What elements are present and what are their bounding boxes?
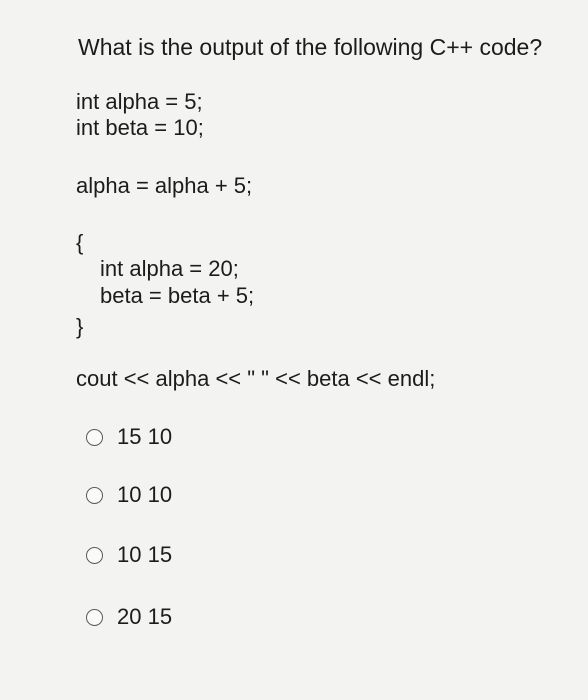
code-line: alpha = alpha + 5; (76, 173, 253, 198)
code-line: } (76, 314, 84, 339)
option-label: 15 10 (117, 424, 173, 449)
question-text: What is the output of the following C++ code? (78, 34, 543, 60)
radio-button[interactable] (86, 487, 103, 504)
option-label: 10 15 (117, 542, 173, 567)
option-label: 10 10 (117, 482, 173, 507)
radio-button[interactable] (86, 547, 103, 564)
answer-option[interactable] (86, 542, 172, 568)
code-line: { (76, 230, 84, 255)
code-line: cout << alpha << " " << beta << endl; (76, 366, 436, 391)
code-line: int alpha = 20; (100, 256, 239, 281)
code-line: int beta = 10; (76, 115, 204, 140)
code-line: beta = beta + 5; (100, 283, 255, 308)
answer-option[interactable] (86, 482, 172, 508)
answer-option[interactable] (86, 604, 172, 630)
code-line: int alpha = 5; (76, 89, 203, 114)
answer-option[interactable] (86, 424, 172, 450)
radio-button[interactable] (86, 609, 103, 626)
radio-button[interactable] (86, 429, 103, 446)
option-label: 20 15 (117, 604, 173, 629)
